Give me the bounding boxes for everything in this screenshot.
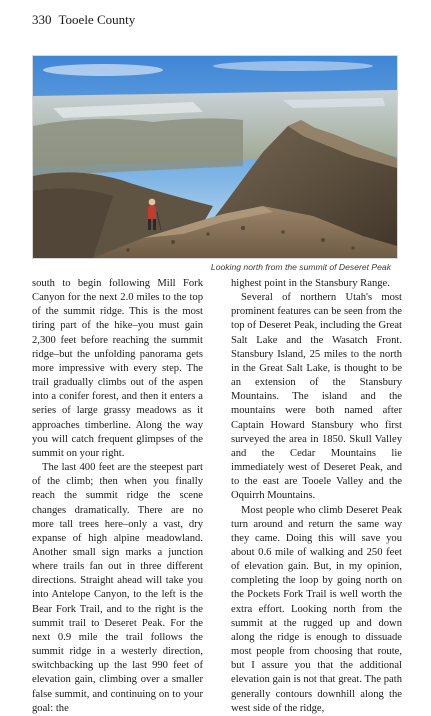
body-column-left [32,277,203,716]
body-column-right [231,277,402,716]
paragraph: Most people who climb Deseret Peak turn around and return the same way they came. Doing this will save you about 0.6 mile of walking and 250 feet of elevation gain. But, in my opinion, completing the loop by going north on the Pockets Fork Trail is well worth the extra effort. Looking north from the summit at the rugged up and down along the ridge is enough to dissuade most people from choosing that route, but I assure you that the additional elevation gain is not that great. The path generally contours downhill along the west side of the ridge, [231,504,402,714]
photo-caption: Looking north from the summit of Deseret Peak [210,262,391,272]
landscape-photo [33,56,397,258]
running-title: Tooele County [58,12,136,27]
paragraph: south to begin following Mill Fork Canyon for the next 2.0 miles to the top of the summit ridge. This is the most tiring part of the hike–you must gain 2,300 feet before reaching the summit ridge–but the unfolding panorama gets more impressive with every step. The trail gradually climbs out of the aspen into a conifer forest, and then it enters a series of large grassy meadows as it approaches timberline. Along the way you will catch frequent glimpses of the summit on your right. [32,278,203,459]
paragraph: Several of northern Utah's most prominent features can be seen from the top of Deseret Peak, including the Great Salt Lake and the Wasatch Front. Stansbury Island, 25 miles to the north in the Great Salt Lake, is thought to be an extension of the Stansbury Mountains. The island and the mountains were both named after Captain Howard Stansbury who first surveyed the area in 1850. Skull Valley and the Cedar Mountains lie immediately west of Deseret Peak, and to the east are Tooele Valley and the Oquirrh Mountains. [231,292,402,502]
page-number: 330 [32,12,52,27]
photo-illustration [33,56,397,258]
paragraph: highest point in the Stansbury Range. [231,278,390,289]
running-header [32,12,135,28]
paragraph: The last 400 feet are the steepest part of the climb; then when you finally reach the summit ridge the scene changes dramatically. There are no more tall trees here–only a vast, dry expanse of high alpine meadowland. Another small sign marks a junction where trails fan out in three different directions. Straight ahead will take you into Antelope Canyon, to the left is the Bear Fork Trail, and to the right is the summit trail to Deseret Peak. For the next 0.9 mile the trail follows the summit ridge in a westerly direction, switchbacking up the last 990 feet of elevation gain, climbing over a smaller false summit, and continuing on to your goal: the [32,462,203,714]
